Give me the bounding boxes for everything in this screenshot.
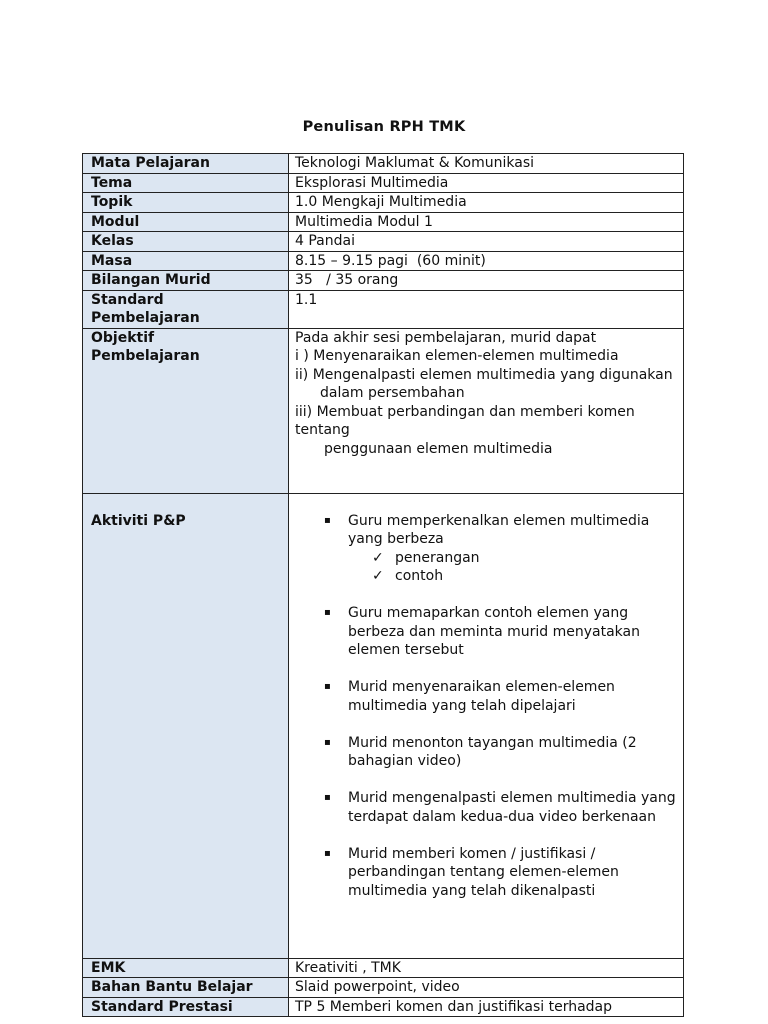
square-bullet-icon: ▪ xyxy=(324,681,331,692)
list-spacer xyxy=(319,715,683,734)
square-bullet-icon: ▪ xyxy=(324,792,331,803)
label-bahan-bantu-belajar: Bahan Bantu Belajar xyxy=(83,978,289,998)
activity-text: Murid mengenalpasti elemen multimedia yang terdapat dalam kedua-dua video berkenaan xyxy=(348,790,676,825)
label-tema: Tema xyxy=(83,173,289,193)
label-aktiviti-text: Aktiviti P&P xyxy=(91,512,186,529)
value-kelas: 4 Pandai xyxy=(289,232,684,252)
table-row xyxy=(83,493,684,958)
label-standard-prestasi: Standard Prestasi xyxy=(83,997,289,1017)
objective-line: iii) Membuat perbandingan dan memberi komen tentang xyxy=(295,403,635,438)
table-row xyxy=(83,212,684,232)
table-row xyxy=(83,173,684,193)
activity-text: Murid menyenaraikan elemen-elemen multimedia yang telah dipelajari xyxy=(348,679,615,714)
label-emk: EMK xyxy=(83,958,289,978)
list-item xyxy=(319,678,683,715)
value-aktiviti xyxy=(289,493,684,958)
list-spacer xyxy=(319,586,683,605)
list-spacer xyxy=(319,826,683,845)
value-emk: Kreativiti , TMK xyxy=(289,958,684,978)
table-row xyxy=(83,958,684,978)
list-spacer xyxy=(319,660,683,679)
objective-line: penggunaan elemen multimedia xyxy=(324,440,553,457)
label-modul: Modul xyxy=(83,212,289,232)
list-item xyxy=(372,549,683,568)
value-mata-pelajaran: Teknologi Maklumat & Komunikasi xyxy=(289,154,684,174)
value-tema: Eksplorasi Multimedia xyxy=(289,173,684,193)
label-objektif xyxy=(83,328,289,493)
activity-list xyxy=(295,512,683,901)
list-item xyxy=(319,845,683,901)
table-row xyxy=(83,290,684,328)
value-masa: 8.15 – 9.15 pagi (60 minit) xyxy=(289,251,684,271)
label-line: Objektif xyxy=(91,329,155,346)
list-item xyxy=(319,604,683,660)
activity-text: Guru memaparkan contoh elemen yang berbeza dan meminta murid menyatakan elemen tersebut xyxy=(348,605,640,658)
label-masa: Masa xyxy=(83,251,289,271)
objective-line: dalam persembahan xyxy=(320,385,465,401)
value-bilangan-murid: 35 / 35 orang xyxy=(289,271,684,291)
table-row xyxy=(83,154,684,174)
table-row xyxy=(83,328,684,493)
value-bahan-bantu-belajar: Slaid powerpoint, video xyxy=(289,978,684,998)
value-standard-pembelajaran: 1.1 xyxy=(289,290,684,328)
list-item xyxy=(319,789,683,826)
square-bullet-icon: ▪ xyxy=(324,514,331,526)
label-line: Pembelajaran xyxy=(91,348,200,364)
list-item xyxy=(372,567,683,586)
sub-item-text: penerangan xyxy=(395,549,480,566)
label-bilangan-murid: Bilangan Murid xyxy=(83,271,289,291)
activity-text: Guru memperkenalkan elemen multimedia yang berbeza xyxy=(348,512,650,547)
square-bullet-icon: ▪ xyxy=(324,847,331,859)
activity-text: Murid menonton tayangan multimedia (2 bahagian video) xyxy=(348,734,637,769)
label-mata-pelajaran: Mata Pelajaran xyxy=(83,154,289,174)
label-aktiviti xyxy=(83,493,289,958)
objective-line: ii) Mengenalpasti elemen multimedia yang digunakan xyxy=(295,366,673,383)
label-line: Standard xyxy=(91,291,164,308)
label-line: Pembelajaran xyxy=(91,310,200,326)
table-row xyxy=(83,251,684,271)
square-bullet-icon: ▪ xyxy=(324,607,331,618)
table-row xyxy=(83,232,684,252)
table-row xyxy=(83,997,684,1017)
sub-item-text: contoh xyxy=(395,568,444,584)
value-standard-prestasi: TP 5 Memberi komen dan justifikasi terhadap xyxy=(289,997,684,1017)
table-row xyxy=(83,271,684,291)
list-item xyxy=(319,734,683,771)
objective-line: i ) Menyenaraikan elemen-elemen multimedia xyxy=(295,348,619,364)
value-objektif xyxy=(289,328,684,493)
table-row xyxy=(83,193,684,213)
label-topik: Topik xyxy=(83,193,289,213)
square-bullet-icon: ▪ xyxy=(324,736,331,748)
checkmark-icon: ✓ xyxy=(372,549,384,566)
value-modul: Multimedia Modul 1 xyxy=(289,212,684,232)
list-spacer xyxy=(319,771,683,790)
objective-line: Pada akhir sesi pembelajaran, murid dapat xyxy=(295,329,597,346)
rph-table xyxy=(82,153,684,1017)
document-title: Penulisan RPH TMK xyxy=(302,119,466,135)
label-kelas: Kelas xyxy=(83,232,289,252)
value-topik: 1.0 Mengkaji Multimedia xyxy=(289,193,684,213)
checkmark-icon: ✓ xyxy=(372,568,384,584)
label-standard-pembelajaran xyxy=(83,290,289,328)
list-item xyxy=(319,512,683,586)
sub-list xyxy=(348,549,683,586)
table-row xyxy=(83,978,684,998)
activity-text: Murid memberi komen / justifikasi / perbandingan tentang elemen-elemen multimedia yang telah dikenalpasti xyxy=(348,845,619,899)
